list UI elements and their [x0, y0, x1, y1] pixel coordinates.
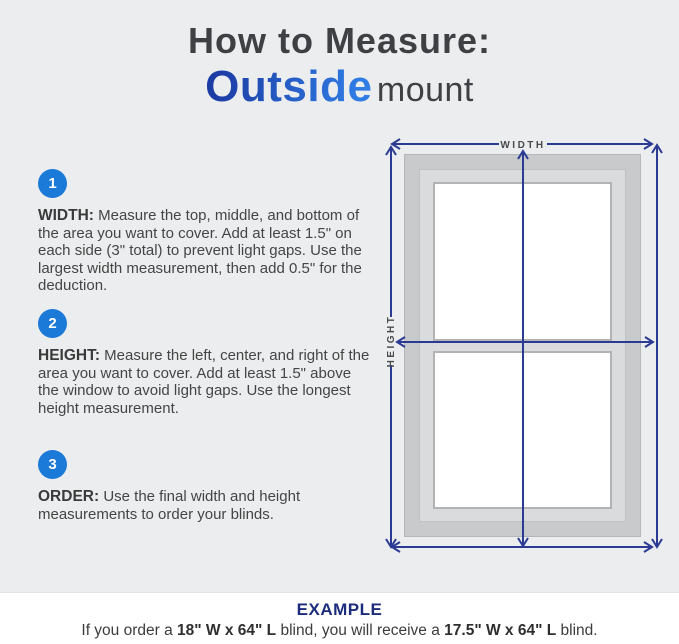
height-label: HEIGHT — [386, 314, 397, 368]
example-prefix: If you order a — [81, 622, 178, 639]
height-dimension-arrow-right — [652, 145, 662, 547]
step-1-label: WIDTH: — [38, 207, 94, 224]
arrowhead-up-icon — [386, 147, 396, 155]
title-line-2 — [0, 61, 679, 111]
window-frame — [404, 154, 641, 537]
window-lower-sash-pane — [433, 351, 612, 510]
width-label: WIDTH — [500, 140, 546, 151]
step-2-body: Measure the left, center, and right of the area you want to cover. Add at least 1.5" above the window to avoid light gaps. Use the longest height measurement. — [38, 347, 370, 417]
step-width — [38, 169, 376, 295]
arrowhead-left-icon — [392, 542, 400, 552]
step-order — [38, 450, 376, 523]
window-upper-sash-pane — [433, 182, 612, 341]
step-1-body: Measure the top, middle, and bottom of the area you want to cover. Add at least 1.5" on each side (3" total) to prevent light gaps. Use the largest width measurement, then add 0.5" for the deduction. — [38, 207, 362, 294]
title-line-1: How to Measure: — [187, 20, 492, 61]
step-1-number-badge: 1 — [38, 169, 67, 198]
page-title — [0, 22, 679, 110]
arrowhead-left-icon — [392, 139, 400, 149]
width-dimension-arrow-bottom — [392, 542, 652, 552]
arrowhead-down-icon — [386, 539, 396, 547]
example-suffix: blind. — [556, 622, 598, 639]
arrowhead-down-icon — [652, 539, 662, 547]
step-3-number-badge: 3 — [38, 450, 67, 479]
example-sentence — [0, 622, 679, 640]
example-order-size: 18" W x 64" L — [177, 622, 277, 639]
width-dimension-arrow-top — [392, 139, 652, 151]
step-3-label: ORDER: — [38, 488, 100, 505]
arrowhead-right-icon — [644, 542, 652, 552]
step-2-label: HEIGHT: — [38, 347, 100, 364]
step-3-body: Use the final width and height measurements to order your blinds. — [38, 488, 301, 523]
example-middle: blind, you will receive a — [276, 622, 445, 639]
step-3-text — [38, 488, 376, 523]
example-section — [0, 592, 679, 644]
title-mount-type: Outside — [205, 61, 373, 111]
arrowhead-up-icon — [652, 145, 662, 153]
arrowhead-down-icon — [518, 538, 528, 546]
step-height — [38, 309, 376, 417]
window-glass-area — [433, 182, 612, 509]
step-2-text — [38, 347, 376, 417]
window-inner-trim — [419, 169, 626, 522]
example-heading: EXAMPLE — [296, 600, 383, 619]
height-dimension-arrow-left — [386, 147, 397, 547]
example-receive-size: 17.5" W x 64" L — [444, 622, 557, 639]
arrowhead-right-icon — [645, 337, 653, 347]
arrowhead-right-icon — [644, 139, 652, 149]
step-2-number-badge: 2 — [38, 309, 67, 338]
step-1-text — [38, 207, 376, 295]
title-mount-word: mount — [376, 70, 474, 109]
